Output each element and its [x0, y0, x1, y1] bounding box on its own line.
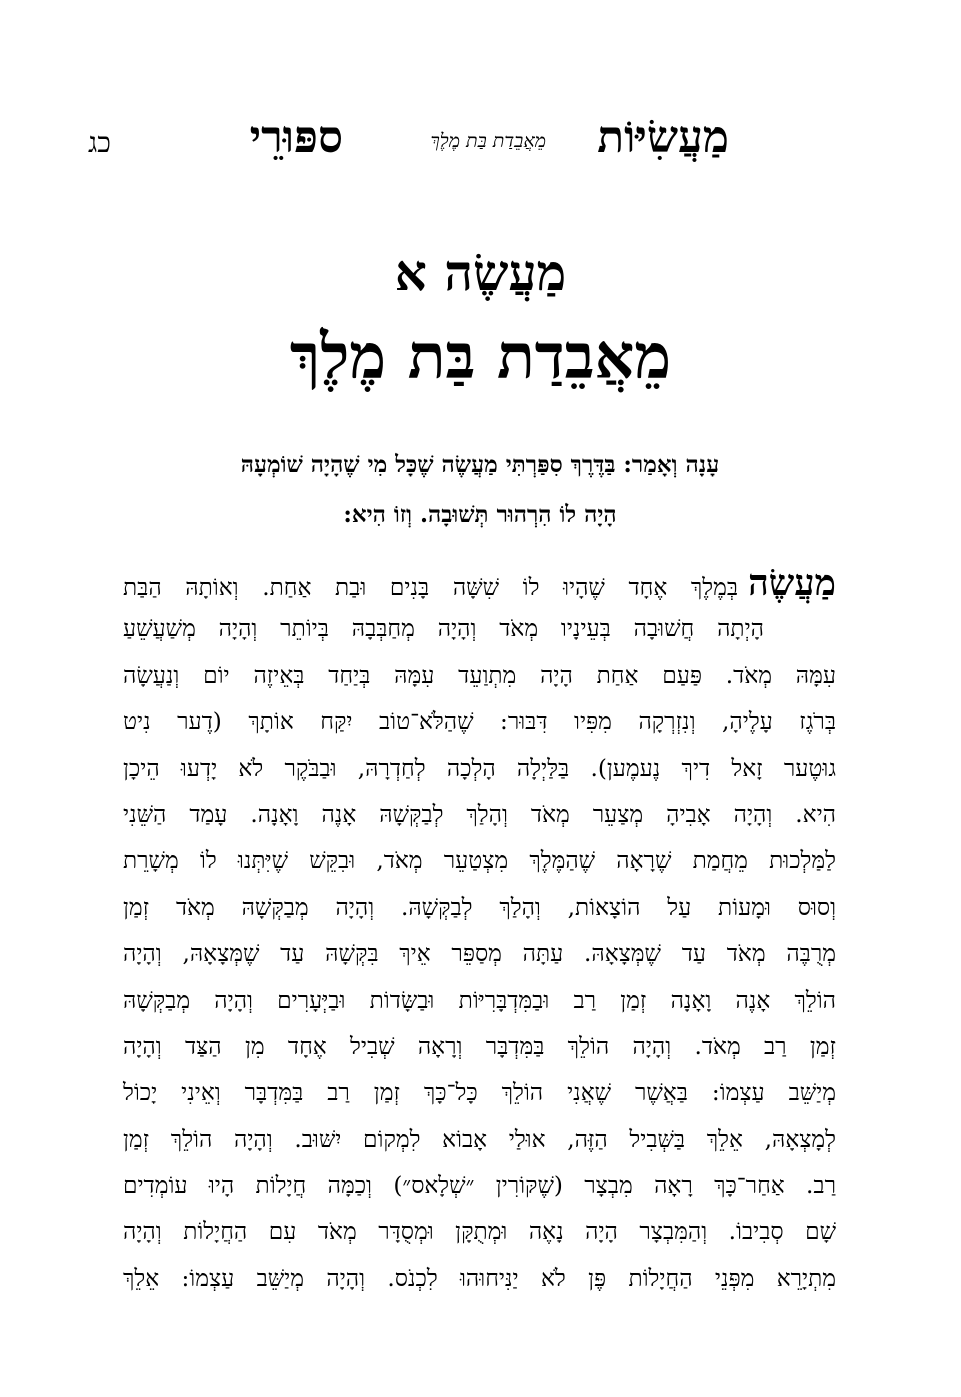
page-number: כג — [88, 126, 111, 159]
body-line: הוֹלֵךְ אָנֶה וָאָנָה זְמַן רַב וּבַמִּדְבָּרִיּוֹת וּבַשָּׂדוֹת וּבַיְּעָרִים וְהָיָה מְבַקְּשָׁהּ — [123, 986, 836, 1014]
preface-line: עָנָה וְאָמַר: בַּדֶּרֶךְ סִפַּרְתִּי מַעֲשֶׂה שֶׁכָּל מִי שֶׁהָיָה שׁוֹמְעָהּ — [240, 451, 720, 478]
body-line: הִיא. וְהָיָה אָבִיהָ מְצַעֵר מְאֹד וְהָלַךְ לְבַקְּשָׁהּ אָנֶה וָאָנָה. עָמַד הַשֵּׁנִי — [123, 800, 836, 828]
story-number-heading: מַעֲשֶׂה א — [394, 243, 567, 302]
story-body — [123, 560, 836, 1302]
running-header — [0, 108, 961, 168]
preface-line: הָיָה לוֹ הִרְהוּר תְּשׁוּבָה. וְזוֹ הִיא: — [343, 501, 617, 528]
story-title-heading: מֵאֲבֵדַת בַּת מֶלֶךְ — [289, 320, 672, 393]
body-line: לַמַּלְכוּת מֵחֲמַת שֶׁרָאָה שֶׁהַמֶּלֶךְ מִצְטַעֵר מְאֹד, וּבִקֵּשׁ שֶׁיִּתְּנוּ לוֹ מְשָׁרֵת — [123, 847, 836, 875]
body-line: לְמָצְאָהּ, אֵלֵךְ בַּשְּׁבִיל הַזֶּה, אוּלַי אָבוֹא לִמְקוֹם יִשּׁוּב. וְהָיָה הוֹלֵךְ זְמַן — [123, 1125, 836, 1153]
first-line-text: בְּמֶלֶךְ אֶחָד שֶׁהָיוּ לוֹ שִׁשָּׁה בָּנִים וּבַת אַחַת. וְאוֹתָהּ הַבַּת — [123, 574, 739, 601]
body-line: בְּרֹגֶז עָלֶיהָ, וְנִזְרְקָה מִפִּיו דִּבּוּר: שֶׁהַלֹּא־טוֹב יִקַּח אוֹתָךְ (דֶער נִיט — [123, 708, 836, 736]
collection-title: ספּוּרֵי — [249, 112, 343, 163]
body-line: מְיַשֵּׁב עַצְמוֹ: בַּאֲשֶׁר שֶׁאֲנִי הוֹלֵךְ כָּל־כָּךְ זְמַן רַב בַּמִּדְבָּר וְאֵינִי יָכוֹל — [123, 1079, 836, 1107]
body-line: וְסוּס וּמָעוֹת עַל הוֹצָאוֹת, וְהָלַךְ לְבַקְּשָׁהּ. וְהָיָה מְבַקְּשָׁהּ מְאֹד זְמַן — [123, 893, 836, 921]
body-first-line — [123, 560, 836, 606]
running-story-name: מֵאֲבֵדַת בַּת מֶלֶךְ — [430, 130, 546, 152]
preface — [140, 440, 820, 540]
opening-word: מַעֲשֶׂה — [748, 562, 836, 604]
body-line: מְרֻבֶּה מְאֹד עַד שֶׁמְּצָאָהּ. עַתָּה מְסַפֵּר אֵיךְ בִּקְּשָׁהּ עַד שֶׁמְּצָאָהּ, וְהָיָה — [123, 940, 836, 968]
body-line: שָׁם סְבִיבוֹ. וְהַמִּבְצָר הָיָה נָאֶה וּמְתֻקָּן וּמְסֻדָּר מְאֹד עִם הַחֲיָלוֹת וְהָיָה — [123, 1218, 836, 1246]
body-line: זְמַן רַב מְאֹד. וְהָיָה הוֹלֵךְ בַּמִּדְבָּר וְרָאָה שְׁבִיל אֶחָד מִן הַצַּד וְהָיָה — [123, 1032, 836, 1060]
body-line: גוּטֶער זָאל דִיךְ נֶעמֶען). בַּלַּיְלָה הָלְכָה לְחַדְרָהּ, וּבַבֹּקֶר לֹא יָדְעוּ הֵיכָן — [123, 754, 836, 782]
body-line: מִתְיָרֵא מִפְּנֵי הַחֲיָלוֹת פֶּן לֹא יַנִּיחוּהוּ לִכְנֹס. וְהָיָה מְיַשֵּׁב עַצְמוֹ: אֵלֵךְ — [123, 1264, 836, 1292]
series-title: מַעֲשִׂיּוֹת — [597, 112, 729, 163]
body-line: עִמָּהּ מְאֹד. פַּעַם אַחַת הָיָה מִתְוַעֵד עִמָּהּ בְּיַחַד בְּאֵיזֶה יוֹם וְנַעֲשָׂה — [123, 661, 836, 689]
body-line: רַב. אַחַר־כָּךְ רָאָה מִבְצָר (שֶׁקּוֹרִין ״שְׁלָאס״) וְכַמָּה חֲיָלוֹת הָיוּ עוֹמְדִים — [123, 1172, 836, 1200]
body-line: הָיְתָה חֲשׁוּבָה בְּעֵינָיו מְאֹד וְהָיָה מְחַבְּבָהּ בְּיוֹתֵר וְהָיָה מְשַׁעֲשֵׁעַ — [123, 615, 764, 643]
